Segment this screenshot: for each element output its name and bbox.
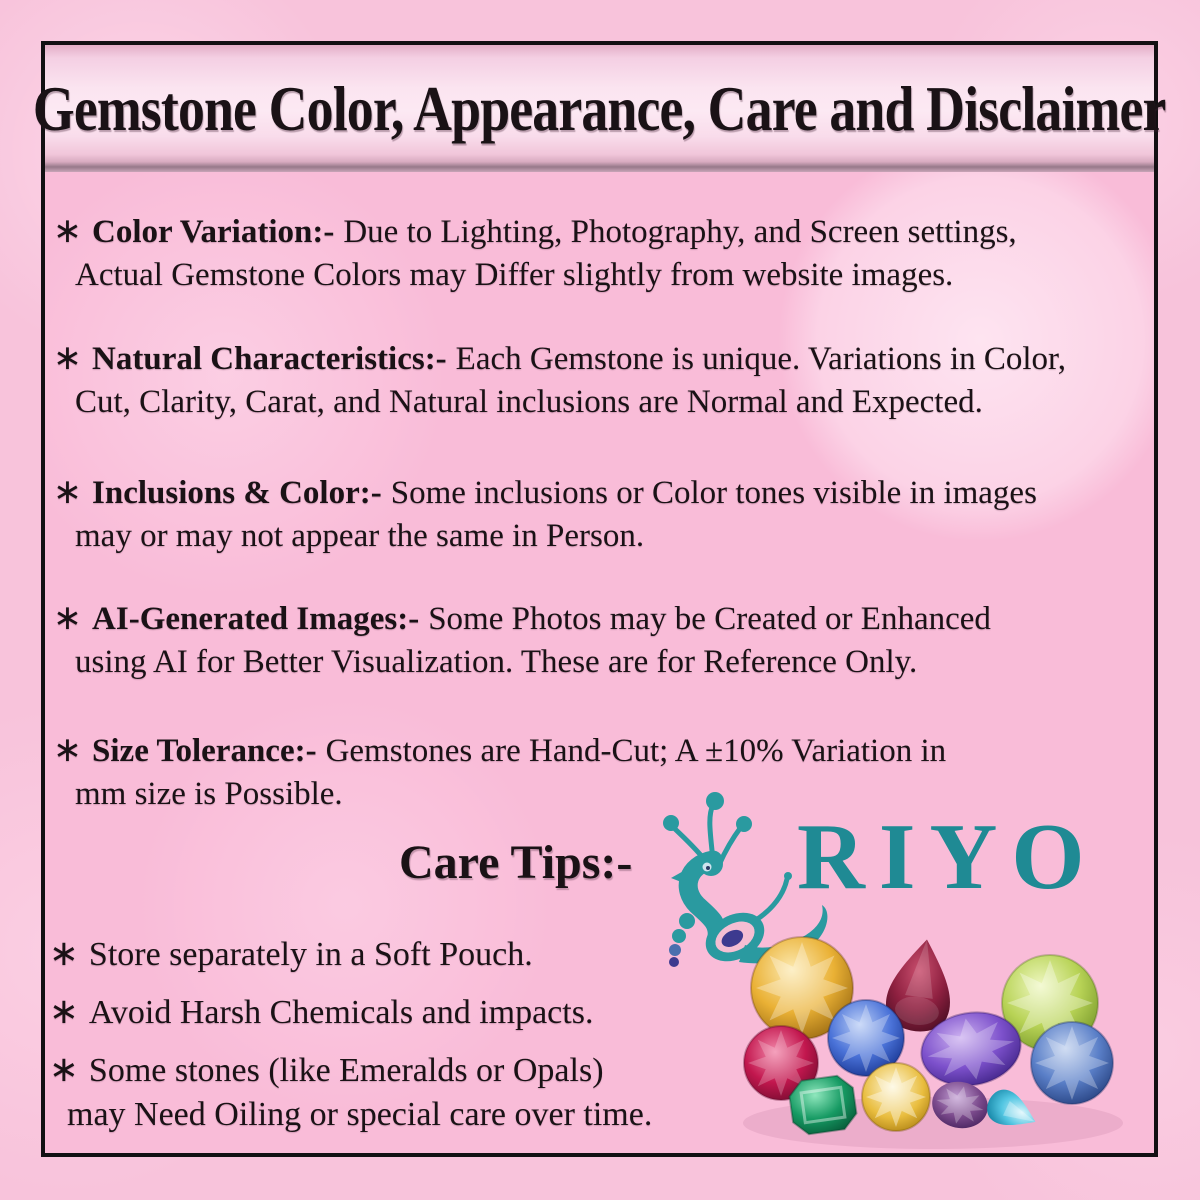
page-title: Gemstone Color, Appearance, Care and Disclaimer	[33, 72, 1166, 144]
care-tip-oiling	[49, 1047, 749, 1137]
asterisk-bullet-icon: ∗	[53, 339, 83, 377]
asterisk-bullet-icon: ∗	[53, 473, 83, 511]
brand-name: RIYO	[797, 805, 1099, 909]
bullet-text: may or may not appear the same in Person.	[75, 518, 645, 554]
bullet-line	[53, 337, 1150, 381]
bullet-text: Some Photos may be Created or Enhanced	[428, 601, 991, 637]
asterisk-bullet-icon: ∗	[53, 212, 83, 250]
bullet-natural-characteristics	[53, 337, 1150, 424]
bullet-heading: Color Variation:-	[92, 214, 335, 250]
bullet-heading: Natural Characteristics:-	[92, 341, 447, 377]
bullet-heading: Size Tolerance:-	[92, 733, 317, 769]
bullet-text: Each Gemstone is unique. Variations in Color,	[455, 341, 1066, 377]
care-tip-text: Store separately in a Soft Pouch.	[88, 936, 533, 973]
asterisk-bullet-icon: ∗	[49, 933, 79, 973]
bullet-line	[53, 210, 1150, 254]
bullet-text: Actual Gemstone Colors may Differ slightly from website images.	[75, 257, 954, 293]
bullet-heading: AI-Generated Images:-	[92, 601, 420, 637]
care-tips-heading: Care Tips:-	[399, 836, 633, 889]
care-tip-line	[49, 989, 749, 1035]
bullet-ai-generated-images	[53, 597, 1150, 684]
care-tip-text: Avoid Harsh Chemicals and impacts.	[88, 994, 594, 1031]
asterisk-bullet-icon: ∗	[53, 599, 83, 637]
care-tip-text: Some stones (like Emeralds or Opals)	[88, 1052, 604, 1089]
bullet-text: Due to Lighting, Photography, and Screen settings,	[343, 214, 1017, 250]
gem-tanzanite-round	[1031, 1022, 1113, 1104]
gemstone-cluster-image	[733, 925, 1145, 1153]
title-banner	[33, 45, 1166, 172]
bullet-color-variation	[53, 210, 1150, 297]
asterisk-bullet-icon: ∗	[49, 1049, 79, 1089]
gem-citrine-light-round	[862, 1063, 930, 1131]
care-tip-line	[49, 1047, 749, 1093]
bullet-line	[53, 729, 1150, 773]
asterisk-bullet-icon: ∗	[53, 731, 83, 769]
bullet-text: using AI for Better Visualization. These are for Reference Only.	[75, 644, 918, 680]
bullet-text: mm size is Possible.	[75, 776, 343, 812]
bullet-heading: Inclusions & Color:-	[92, 475, 382, 511]
bullet-text: Some inclusions or Color tones visible in images	[390, 475, 1037, 511]
care-tip-chemicals	[49, 989, 749, 1035]
bullet-text: Gemstones are Hand-Cut; A ±10% Variation in	[325, 733, 947, 769]
asterisk-bullet-icon: ∗	[49, 991, 79, 1031]
bullet-text: Cut, Clarity, Carat, and Natural inclusions are Normal and Expected.	[75, 384, 983, 420]
bullet-line	[53, 597, 1150, 641]
bullet-line	[53, 471, 1150, 515]
care-tip-text: may Need Oiling or special care over time.	[67, 1096, 653, 1133]
disclaimer-card	[33, 41, 1166, 1157]
bullet-inclusions-color	[53, 471, 1150, 558]
